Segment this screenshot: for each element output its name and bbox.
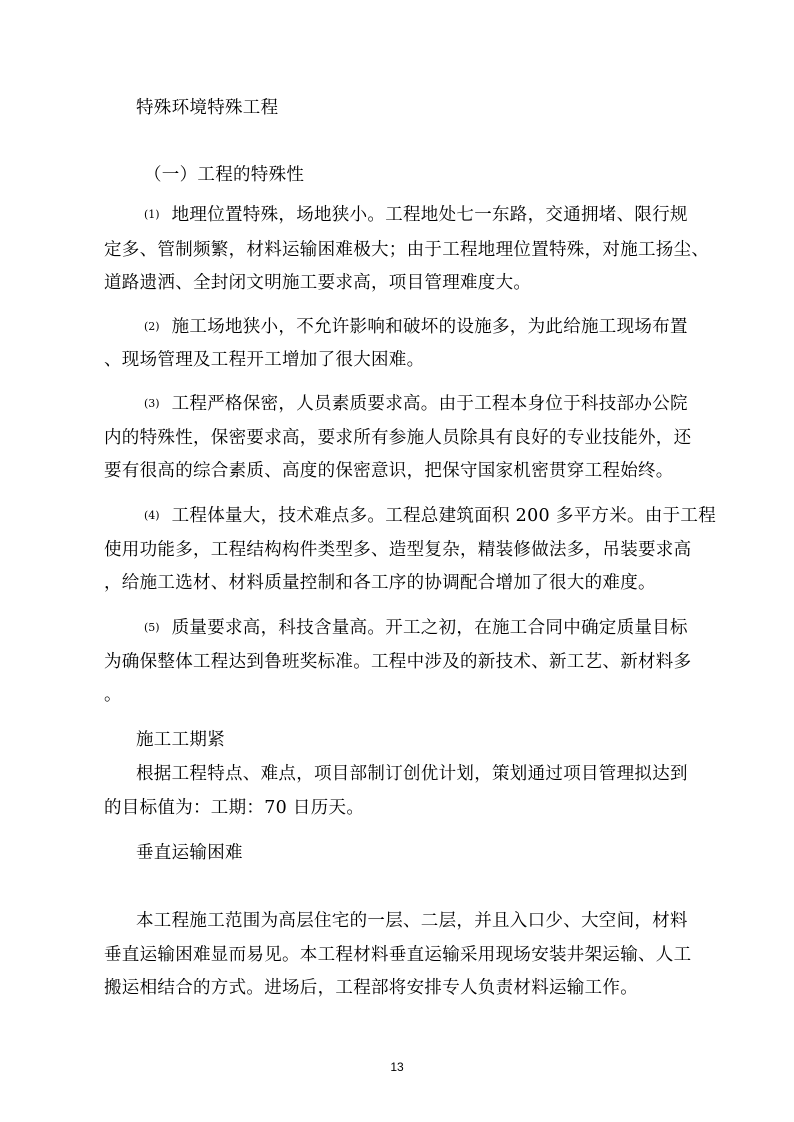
item-5-number: (5) bbox=[144, 621, 160, 634]
subsection-title: （一）工程的特殊性 bbox=[144, 165, 305, 185]
vertical-line-3: 搬运相结合的方式。进场后，工程部将安排专人负责材料运输工作。 bbox=[104, 978, 638, 998]
item-4-first-line bbox=[144, 505, 716, 527]
vertical-heading: 垂直运输困难 bbox=[136, 843, 243, 863]
item-4-line-2: 使用功能多，工程结构构件类型多、造型复杂，精装修做法多，吊装要求高 bbox=[104, 540, 692, 560]
item-2-first-line bbox=[144, 316, 688, 338]
item-4-line-1: 工程体量大，技术难点多。工程总建筑面积 200 多平方米。由于工程 bbox=[171, 506, 717, 526]
item-4-number: (4) bbox=[144, 509, 160, 522]
item-5-first-line bbox=[144, 617, 688, 639]
vertical-line-2: 垂直运输困难显而易见。本工程材料垂直运输采用现场安装井架运输、人工 bbox=[104, 945, 692, 965]
item-1-line-3: 道路遗洒、全封闭文明施工要求高，项目管理难度大。 bbox=[104, 273, 532, 293]
item-3-line-3: 要有很高的综合素质、高度的保密意识，把保守国家机密贯穿工程始终。 bbox=[104, 461, 674, 481]
item-4-line-3: ，给施工选材、材料质量控制和各工序的协调配合增加了很大的难度。 bbox=[104, 573, 656, 593]
item-2-number: (2) bbox=[144, 320, 160, 333]
item-1-line-1: 地理位置特殊，场地狭小。工程地处七一东路，交通拥堵、限行规 bbox=[171, 205, 688, 225]
page-number: 13 bbox=[390, 1060, 404, 1074]
schedule-heading: 施工工期紧 bbox=[136, 730, 225, 750]
schedule-line-1: 根据工程特点、难点，项目部制订创优计划，策划通过项目管理拟达到 bbox=[136, 764, 688, 784]
item-3-first-line bbox=[144, 393, 688, 415]
item-3-line-2: 内的特殊性，保密要求高，要求所有参施人员除具有良好的专业技能外，还 bbox=[104, 428, 692, 448]
item-1-line-2: 定多、管制频繁，材料运输困难极大；由于工程地理位置特殊，对施工扬尘、 bbox=[104, 240, 710, 260]
item-5-line-2: 为确保整体工程达到鲁班奖标准。工程中涉及的新技术、新工艺、新材料多 bbox=[104, 652, 692, 672]
item-5-line-1: 质量要求高，科技含量高。开工之初，在施工合同中确定质量目标 bbox=[171, 618, 688, 638]
section-title: 特殊环境特殊工程 bbox=[136, 98, 279, 118]
item-3-line-1: 工程严格保密，人员素质要求高。由于工程本身位于科技部办公院 bbox=[171, 394, 688, 414]
schedule-line-2: 的目标值为：工期：70 日历天。 bbox=[104, 798, 365, 818]
item-2-line-1: 施工场地狭小，不允许影响和破坏的设施多，为此给施工现场布置 bbox=[171, 317, 688, 337]
item-3-number: (3) bbox=[144, 397, 160, 410]
item-1-first-line bbox=[144, 204, 688, 226]
item-2-line-2: 、现场管理及工程开工增加了很大困难。 bbox=[104, 350, 425, 370]
item-5-line-3: 。 bbox=[104, 685, 122, 705]
item-1-number: (1) bbox=[144, 208, 160, 221]
vertical-line-1: 本工程施工范围为高层住宅的一层、二层，并且入口少、大空间，材料 bbox=[136, 911, 688, 931]
